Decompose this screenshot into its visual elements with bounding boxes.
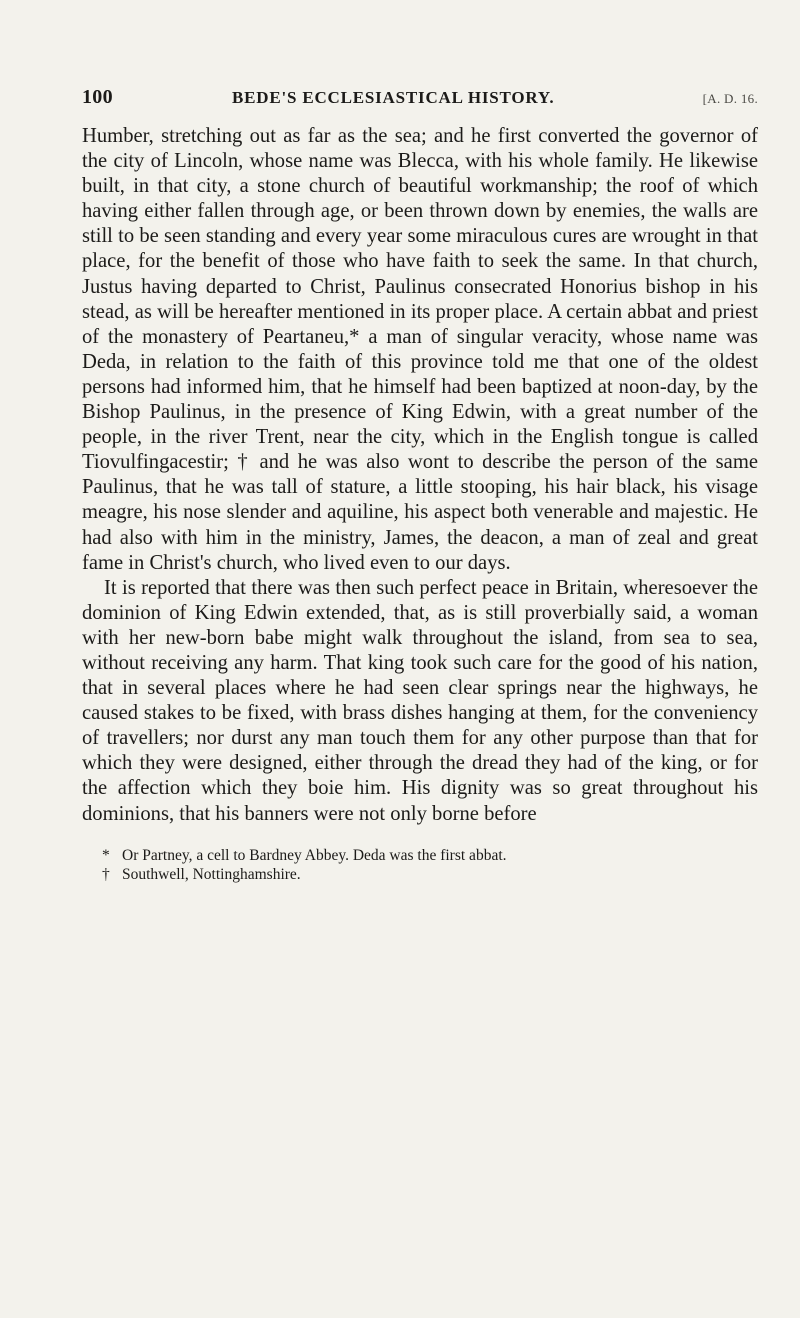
footnote-mark: † [102, 865, 110, 883]
footnotes [82, 846, 758, 884]
footnote-text: Southwell, Nottinghamshire. [122, 865, 301, 883]
footnote [102, 846, 758, 865]
footnote [102, 865, 758, 884]
paragraph-1: Humber, stretching out as far as the sea; and he first converted the governor of the city of Lincoln, whose name was Blecca, with his whole family. He likewise built, in that city, a stone church of beautiful workmanship; the roof of which having either fallen through age, or been thrown down by enemies, the walls are still to be seen standing and every year some miraculous cures are wrought in that place, for the benefit of those who have faith to seek the same. In that church, Justus having departed to Christ, Paulinus consecrated Honorius bishop in his stead, as will be hereafter mentioned in its proper place. A certain abbat and priest of the monastery of Peartaneu,* a man of singular veracity, whose name was Deda, in relation to the faith of this province told me that one of the oldest persons had informed him, that he himself had been baptized at noon-day, by the Bishop Paulinus, in the presence of King Edwin, with a great number of the people, in the river Trent, near the city, which in the English tongue is called Tiovulfingacestir; † and he was also wont to describe the person of the same Paulinus, that he was tall of stature, a little stooping, his hair black, his visage meagre, his nose slender and aquiline, his aspect both venerable and majestic. He had also with him in the ministry, James, the deacon, a man of zeal and great fame in Christ's church, who lived even to our days. [82, 125, 758, 574]
running-title: BEDE'S ECCLESIASTICAL HISTORY. [232, 88, 555, 107]
footnote-text: Or Partney, a cell to Bardney Abbey. Deda was the first abbat. [122, 846, 507, 864]
body-text [82, 124, 758, 827]
footnote-mark: * [102, 846, 110, 864]
paragraph-2: It is reported that there was then such perfect peace in Britain, wheresoever the dominion of King Edwin extended, that, as is still proverbially said, a woman with her new-born babe might walk throughout the island, from sea to sea, without receiving any harm. That king took such care for the good of his nation, that in several places where he had seen clear springs near the highways, he caused stakes to be fixed, with brass dishes hanging at them, for the conveniency of travellers; nor durst any man touch them for any other purpose than that for which they were designed, either through the dread they had of the king, or for the affection which they boie him. His dignity was so great throughout his dominions, that his banners were not only borne before [82, 576, 758, 825]
page-number: 100 [82, 86, 113, 108]
book-page [82, 86, 758, 884]
running-head [82, 86, 758, 120]
running-meta: [A. D. 16. [702, 91, 758, 106]
